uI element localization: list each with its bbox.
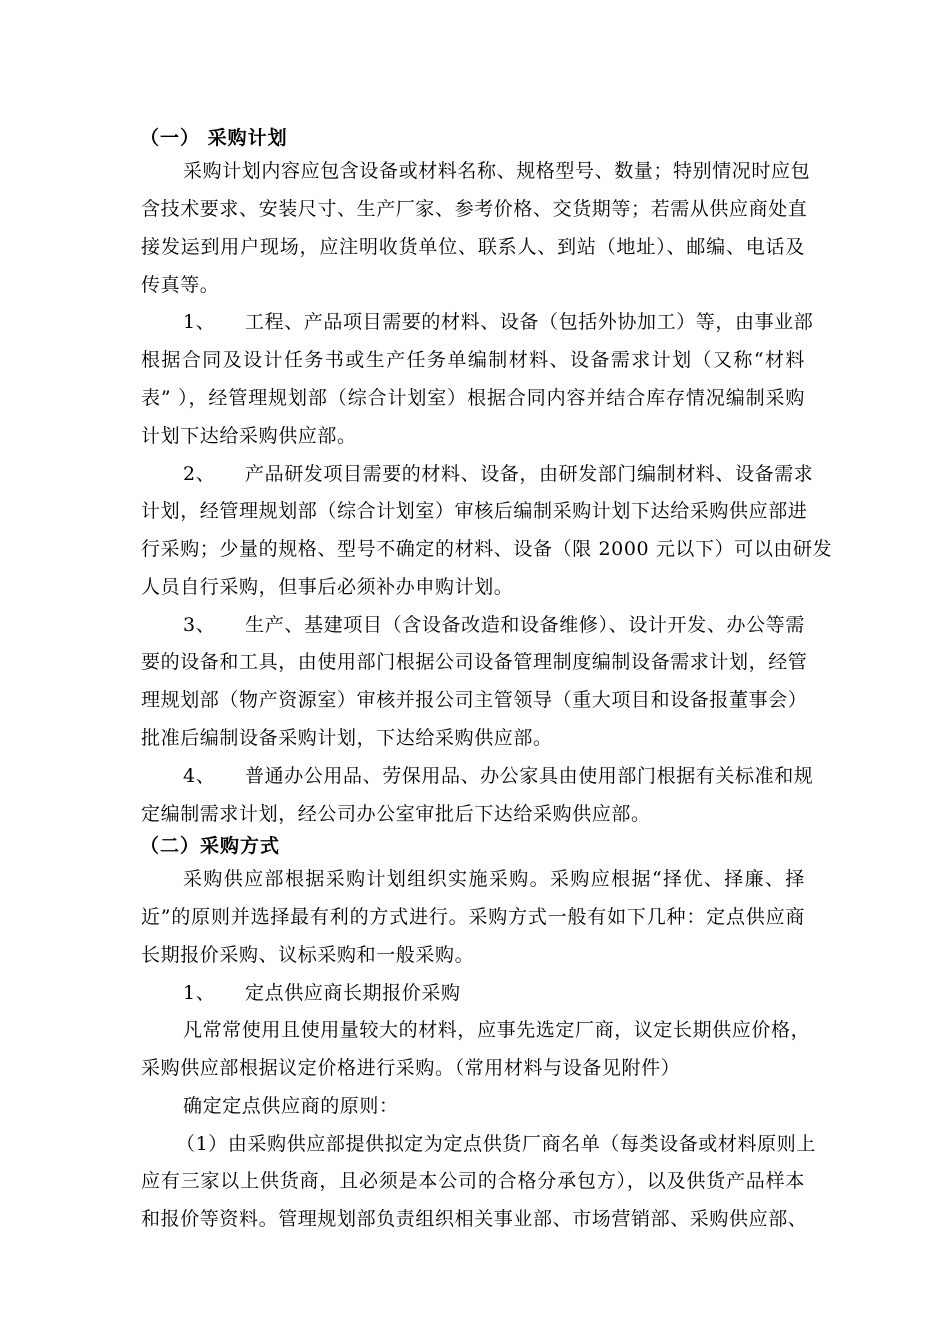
paragraph-line: 表” ），经管理规划部（综合计划室）根据合同内容并结合库存情况编制采购 <box>141 387 805 409</box>
paragraph-line: 采购计划内容应包含设备或材料名称、规格型号、数量；特别情况时应包 <box>183 160 811 182</box>
paragraph-line: 计划下达给采购供应部。 <box>141 425 357 447</box>
paragraph-line: 采购供应部根据议定价格进行采购。（常用材料与设备见附件） <box>141 1057 681 1079</box>
list-item-line: 4、 普通办公用品、劳保用品、办公家具由使用部门根据有关标准和规 <box>183 765 814 787</box>
list-item-line: 3、 生产、基建项目（含设备改造和设备维修）、设计开发、办公等需 <box>183 614 805 636</box>
paragraph-line: 理规划部（物产资源室）审核并报公司主管领导（重大项目和设备报董事会） <box>141 689 808 711</box>
paragraph-line: 计划，经管理规划部（综合计划室）审核后编制采购计划下达给采购供应部进 <box>141 500 808 522</box>
paragraph-line: 应有三家以上供货商，且必须是本公司的合格分承包方），以及供货产品样本 <box>141 1170 805 1192</box>
section-heading-procurement-plan: （一） 采购计划 <box>140 127 288 149</box>
paragraph-line: 近”的原则并选择最有利的方式进行。采购方式一般有如下几种：定点供应商 <box>141 906 805 928</box>
list-item-line: 1、 定点供应商长期报价采购 <box>183 982 461 1004</box>
list-item-line: （1）由采购供应部提供拟定为定点供货厂商名单（每类设备或材料原则上 <box>176 1133 816 1155</box>
paragraph-line: 批准后编制设备采购计划，下达给采购供应部。 <box>141 727 553 749</box>
paragraph-line: 凡常常使用且使用量较大的材料，应事先选定厂商，议定长期供应价格， <box>183 1019 811 1041</box>
paragraph-line: 要的设备和工具，由使用部门根据公司设备管理制度编制设备需求计划，经管 <box>141 651 808 673</box>
paragraph-line: 和报价等资料。管理规划部负责组织相关事业部、市场营销部、采购供应部、 <box>141 1208 808 1230</box>
list-item-line: 2、 产品研发项目需要的材料、设备，由研发部门编制材料、设备需求 <box>183 463 814 485</box>
paragraph-line: 根据合同及设计任务书或生产任务单编制材料、设备需求计划（又称“材料 <box>141 349 805 371</box>
paragraph-line: 人员自行采购，但事后必须补办申购计划。 <box>141 576 514 598</box>
paragraph-line: 行采购；少量的规格、型号不确定的材料、设备（限 2000 元以下）可以由研发 <box>141 538 833 560</box>
paragraph-line: 长期报价采购、议标采购和一般采购。 <box>141 944 475 966</box>
list-item-line: 1、 工程、产品项目需要的材料、设备（包括外协加工）等，由事业部 <box>183 311 814 333</box>
paragraph-line: 传真等。 <box>141 274 220 296</box>
paragraph-line: 定编制需求计划，经公司办公室审批后下达给采购供应部。 <box>141 803 651 825</box>
paragraph-line: 含技术要求、安装尺寸、生产厂家、参考价格、交货期等；若需从供应商处直 <box>141 198 808 220</box>
section-heading-procurement-method: （二）采购方式 <box>140 835 281 857</box>
paragraph-line: 采购供应部根据采购计划组织实施采购。采购应根据“择优、择廉、择 <box>183 868 805 890</box>
paragraph-line: 接发运到用户现场，应注明收货单位、联系人、到站（地址）、邮编、电话及 <box>141 236 805 258</box>
paragraph-line: 确定定点供应商的原则： <box>183 1095 399 1117</box>
